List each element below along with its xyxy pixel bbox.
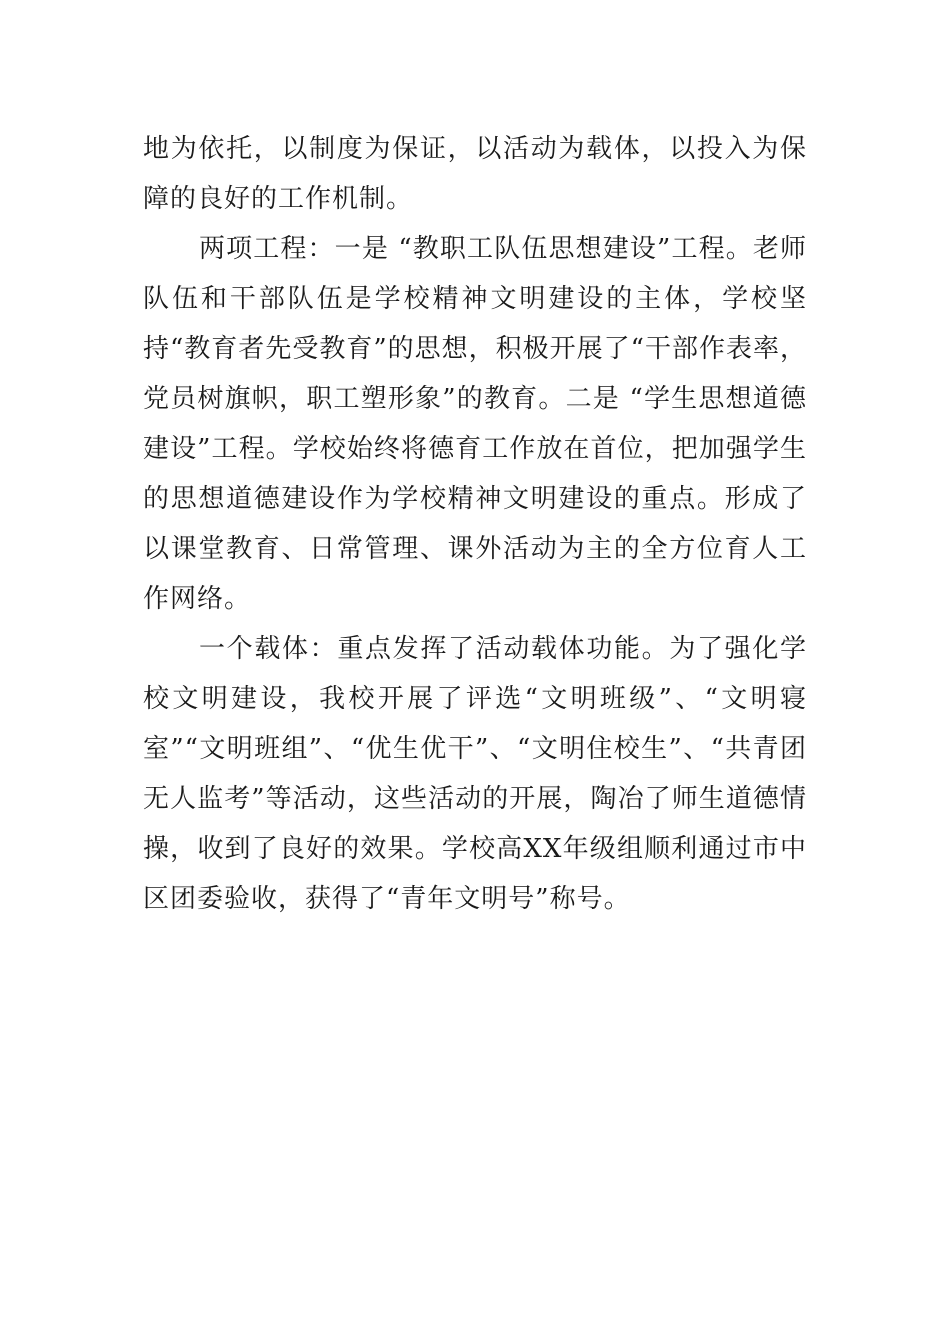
- paragraph-one-carrier: 一个载体：重点发挥了活动载体功能。为了强化学校文明建设，我校开展了评选“文明班级”、“文明寝室”“文明班组”、“优生优干”、“文明住校生”、“共青团无人监考”等活动，这些活动的开展，陶冶了师生道德情操，收到了良好的效果。学校高XX年级组顺利通过市中区团委验收，获得了“青年文明号”称号。: [143, 634, 807, 914]
- document-body: [143, 124, 807, 924]
- paragraph-two-projects: 两项工程：一是 “教职工队伍思想建设”工程。老师队伍和干部队伍是学校精神文明建设的主体，学校坚持“教育者先受教育”的思想，积极开展了“干部作表率，党员树旗帜，职工塑形象”的教育。二是 “学生思想道德建设”工程。学校始终将德育工作放在首位，把加强学生的思想道德建设作为学校精神文明建设的重点。形成了以课堂教育、日常管理、课外活动为主的全方位育人工作网络。: [143, 234, 807, 614]
- paragraph-continuation: 地为依托，以制度为保证，以活动为载体，以投入为保障的良好的工作机制。: [143, 134, 807, 214]
